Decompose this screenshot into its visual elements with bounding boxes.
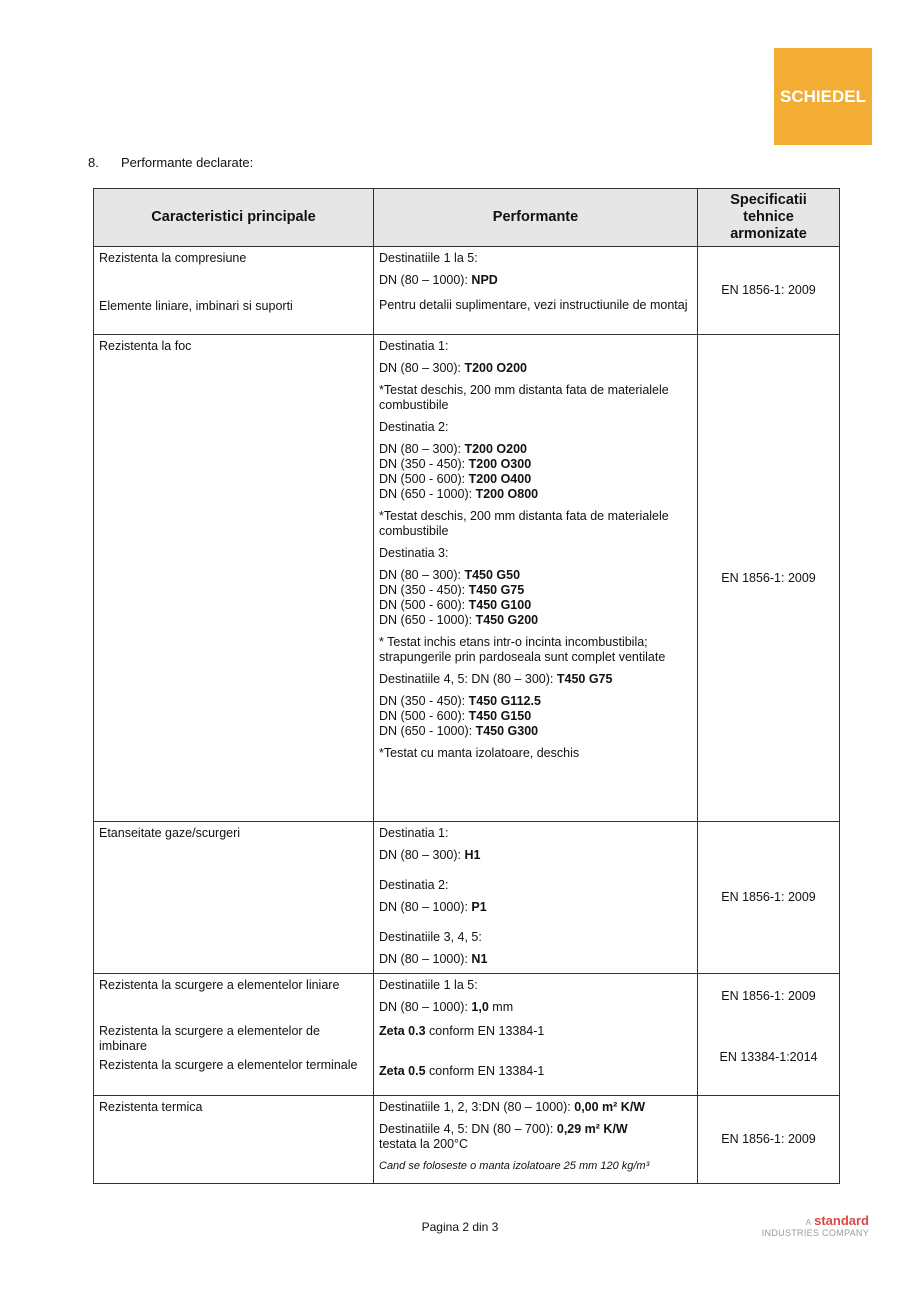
table-header-row xyxy=(94,189,840,247)
table-row: Rezistenta la scurgere a elementelor de imbinare Rezistenta la scurgere a elementelor terminale Zeta 0.3 conform EN 13384-1 Zeta 0.5 conform EN 13384-1 EN 13384-1:2014 xyxy=(94,1020,840,1096)
table-row: Rezistenta la foc Destinatia 1: DN (80 – 300): T200 O200 *Testat deschis, 200 mm distanta fata de materialele combustibile Destinatia 2: DN (80 – 300): T200 O200 DN (350 - 450): T200 O300 DN (500 - 600): T200 O400 DN (650 - 1000): T200 O800 *Testat deschis, 200 mm distanta fata de materialele combustibile Destinatia 3: DN (80 – 300): T450 G50 DN (350 - 450): T450 G75 DN (500 - 600): T450 G100 DN (650 - 1000): T450 G200 * Testat inchis etans intr-o incinta incombustibila; strapungerile prin pardoseala sunt complet ventilate Destinatiile 4, 5: DN (80 – 300): T450 G75 DN (350 - 450): T450 G112.5 DN (500 - 600): T450 G150 DN (650 - 1000): T450 G300 *Testat cu manta izolatoare, deschis EN 1856-1: 2009 xyxy=(94,335,840,822)
col-header: Caracteristici principale xyxy=(94,189,374,247)
schiedel-logo: SCHIEDEL xyxy=(774,48,872,145)
col-header: Performante xyxy=(374,189,698,247)
table-row: Rezistenta termica Destinatiile 1, 2, 3:DN (80 – 1000): 0,00 m² K/W Destinatiile 4, 5: DN (80 – 700): 0,29 m² K/W testata la 200°C Cand se foloseste o manta izolatoare 25 mm 120 kg/m³ EN 1856-1: 2009 xyxy=(94,1096,840,1184)
standard-industries-logo: A standard INDUSTRIES COMPANY xyxy=(761,1213,869,1238)
page-number: Pagina 2 din 3 xyxy=(421,1220,499,1234)
table-row: Rezistenta la scurgere a elementelor liniare Destinatiile 1 la 5: DN (80 – 1000): 1,0 mm EN 1856-1: 2009 xyxy=(94,974,840,1020)
col-header: Specificatii tehnice armonizate xyxy=(698,189,840,247)
table-row: Rezistenta la compresiune Elemente liniare, imbinari si suporti Destinatiile 1 la 5: DN (80 – 1000): NPD Pentru detalii suplimentare, vezi instructiunile de montaj EN 1856-1: 2009 xyxy=(94,247,840,335)
section-heading: 8. Performante declarate: xyxy=(88,155,254,170)
table-row: Etanseitate gaze/scurgeri Destinatia 1: DN (80 – 300): H1 Destinatia 2: DN (80 – 1000): P1 Destinatiile 3, 4, 5: DN (80 – 1000): N1 EN 1856-1: 2009 xyxy=(94,822,840,974)
performance-table xyxy=(93,188,840,1184)
